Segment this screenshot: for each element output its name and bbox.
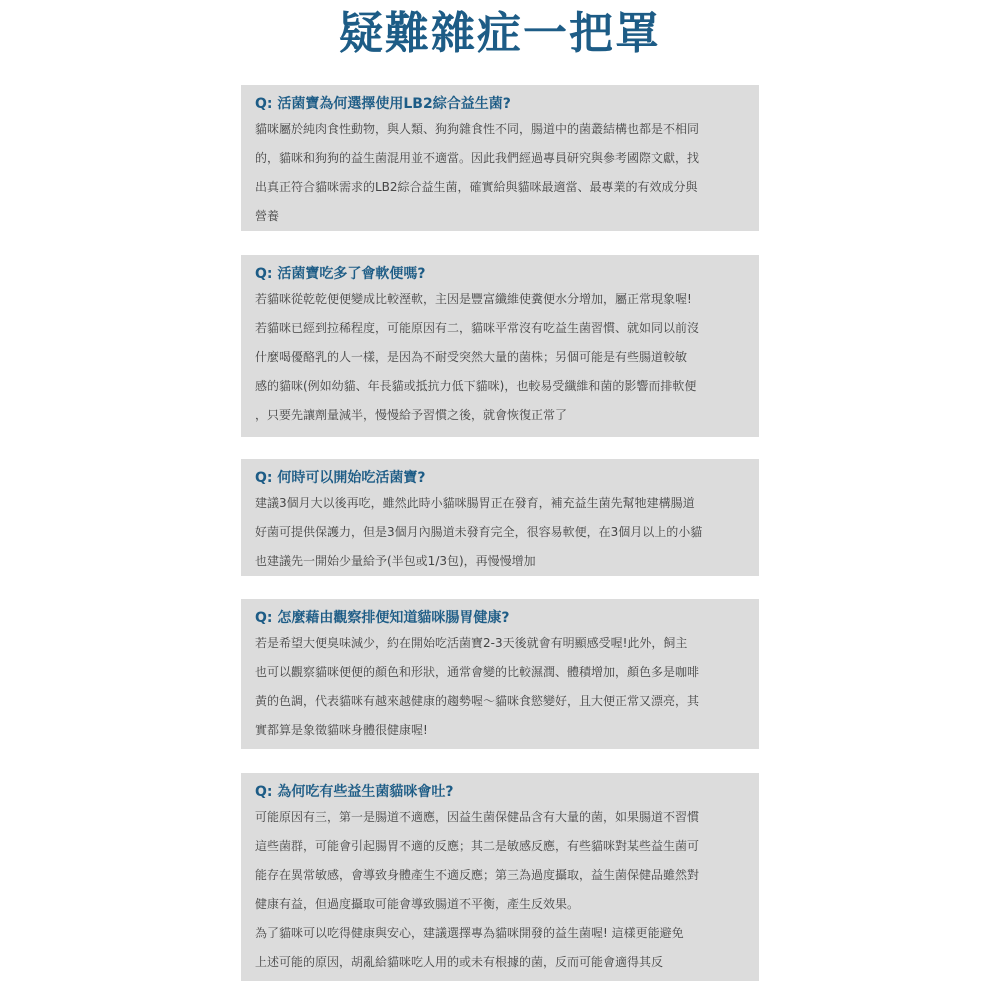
faq-answer-line: 黃的色調，代表貓咪有越來越健康的趨勢喔～貓咪食慾變好，且大便正常又漂亮，其 xyxy=(255,694,700,708)
faq-answer-line: 可能原因有三，第一是腸道不適應，因益生菌保健品含有大量的菌，如果腸道不習慣 xyxy=(255,810,700,824)
faq-card-soft-stool xyxy=(241,255,759,437)
faq-answer-line: 為了貓咪可以吃得健康與安心，建議選擇專為貓咪開發的益生菌喔! 這樣更能避免 xyxy=(255,926,684,940)
faq-question: Q: 怎麼藉由觀察排便知道貓咪腸胃健康? xyxy=(255,610,510,626)
faq-card-vomit xyxy=(241,773,759,981)
faq-answer-line: 實都算是象徵貓咪身體很健康喔! xyxy=(255,723,428,737)
faq-answer-line: 若貓咪已經到拉稀程度，可能原因有二，貓咪平常沒有吃益生菌習慣、就如同以前沒 xyxy=(255,321,700,335)
faq-answer-line: 建議3個月大以後再吃，雖然此時小貓咪腸胃正在發育，補充益生菌先幫牠建構腸道 xyxy=(255,496,695,510)
faq-answer-line: 也可以觀察貓咪便便的顏色和形狀，通常會變的比較濕潤、體積增加，顏色多是咖啡 xyxy=(255,665,700,679)
faq-answer-line: 感的貓咪(例如幼貓、年長貓或抵抗力低下貓咪)，也較易受纖維和菌的影響而排軟便 xyxy=(255,379,697,393)
faq-question: Q: 活菌寶為何選擇使用LB2綜合益生菌? xyxy=(255,96,511,112)
faq-answer-line: 能存在異常敏感，會導致身體產生不適反應；第三為過度攝取，益生菌保健品雖然對 xyxy=(255,868,700,882)
faq-answer-line: 什麼喝優酪乳的人一樣，是因為不耐受突然大量的菌株；另個可能是有些腸道較敏 xyxy=(255,350,688,364)
faq-answer-line: 若是希望大便臭味減少，約在開始吃活菌寶2-3天後就會有明顯感受喔!此外，飼主 xyxy=(255,636,688,650)
faq-answer-line: 貓咪屬於純肉食性動物，與人類、狗狗雜食性不同，腸道中的菌叢結構也都是不相同 xyxy=(255,122,700,136)
page-title: 疑難雜症一把罩 xyxy=(339,8,661,59)
faq-answer-line: 的，貓咪和狗狗的益生菌混用並不適當。因此我們經過專員研究與參考國際文獻，找 xyxy=(255,151,700,165)
faq-answer-line: 健康有益，但過度攝取可能會導致腸道不平衡，產生反效果。 xyxy=(255,897,580,911)
faq-question: Q: 何時可以開始吃活菌寶? xyxy=(255,470,426,486)
faq-card-lb2 xyxy=(241,85,759,231)
faq-card-start-age xyxy=(241,459,759,576)
faq-answer-line: 上述可能的原因，胡亂給貓咪吃人用的或未有根據的菌，反而可能會適得其反 xyxy=(255,955,664,969)
faq-answer-line: 好菌可提供保護力，但是3個月內腸道未發育完全，很容易軟便，在3個月以上的小貓 xyxy=(255,525,703,539)
faq-answer-line: 出真正符合貓咪需求的LB2綜合益生菌，確實給與貓咪最適當、最專業的有效成分與 xyxy=(255,180,698,194)
faq-answer-line: 營養 xyxy=(255,209,280,223)
faq-answer-line: 也建議先一開始少量給予(半包或1/3包)，再慢慢增加 xyxy=(255,554,536,568)
faq-card-stool-observation xyxy=(241,599,759,749)
faq-answer-line: ，只要先讓劑量減半，慢慢給予習慣之後，就會恢復正常了 xyxy=(255,408,568,422)
faq-question: Q: 為何吃有些益生菌貓咪會吐? xyxy=(255,784,454,800)
faq-answer-line: 若貓咪從乾乾便便變成比較溼軟，主因是豐富纖維使糞便水分增加，屬正常現象喔! xyxy=(255,292,692,306)
faq-question: Q: 活菌寶吃多了會軟便嗎? xyxy=(255,266,426,282)
faq-answer-line: 這些菌群，可能會引起腸胃不適的反應；其二是敏感反應，有些貓咪對某些益生菌可 xyxy=(255,839,700,853)
